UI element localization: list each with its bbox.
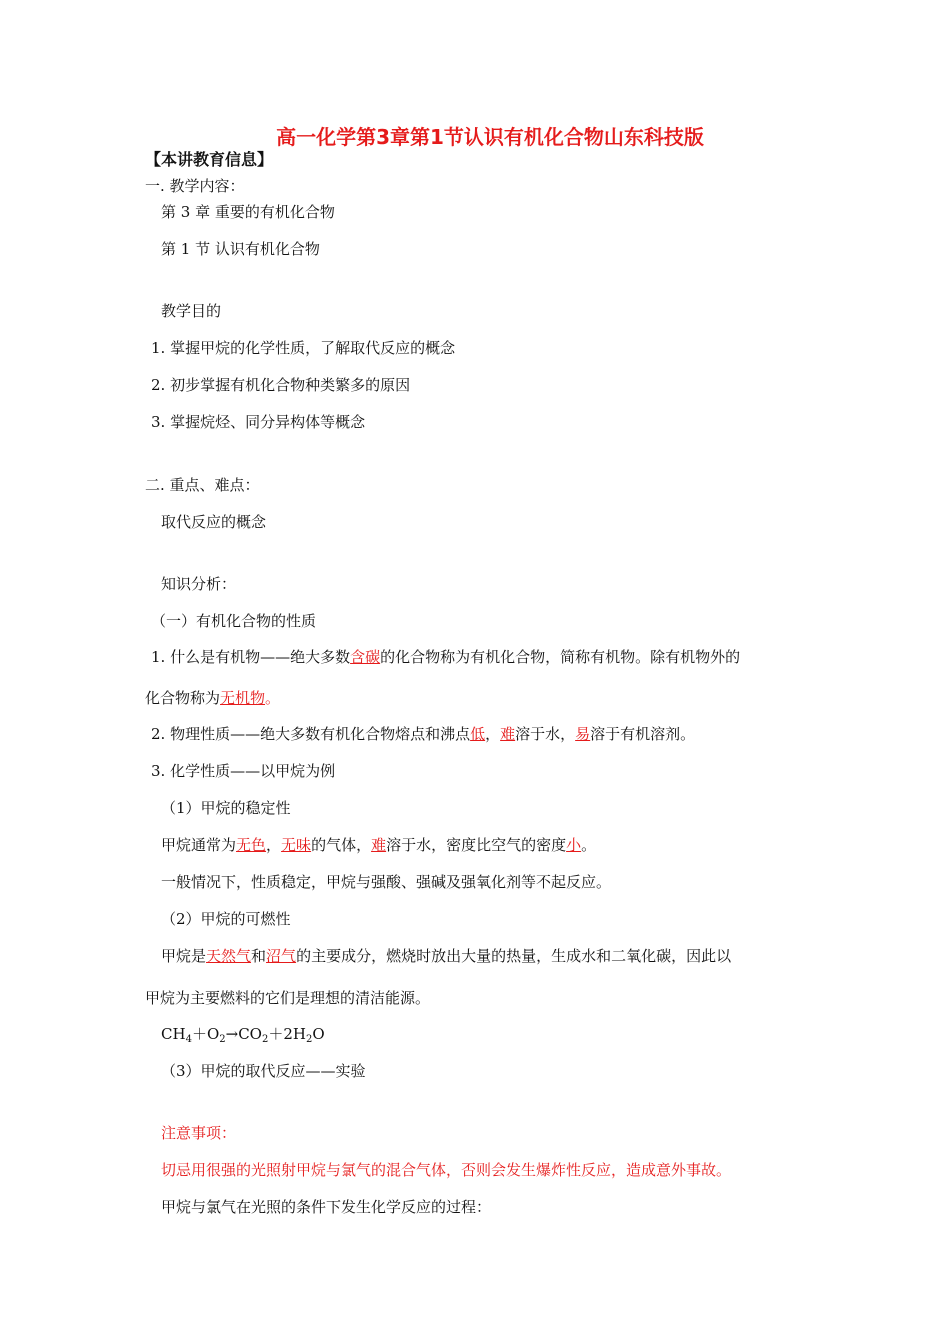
text-run: 溶于水， [515,725,576,743]
eq-part: ＋2H [268,1025,306,1043]
stability-line2: 一般情况下，性质稳定，甲烷与强酸、强碱及强氧化剂等不起反应。 [161,873,612,891]
objective-item: 1. 掌握甲烷的化学性质，了解取代反应的概念 [151,339,456,357]
text-run: 的化合物称为有机化合物，简称有机物。除有机物外的 [380,648,741,666]
text-run: 溶于有机溶剂。 [590,725,696,743]
section2-heading: 二. 重点、难点： [145,476,260,494]
analysis-subheading: （一）有机化合物的性质 [151,612,317,630]
subsection-combustion: （2）甲烷的可燃性 [161,910,291,928]
text-run: 。 [265,689,281,707]
answer-blank: 难 [371,836,387,854]
text-run: 和 [251,947,267,965]
answer-blank: 易 [575,725,591,743]
subsection-stability: （1）甲烷的稳定性 [161,799,291,817]
text-run: 。 [581,836,597,854]
answer-blank: 无色 [236,836,267,854]
objective-item: 3. 掌握烷烃、同分异构体等概念 [151,413,366,431]
note-heading: 注意事项： [161,1124,237,1142]
eq-subscript: 4 [185,1034,192,1045]
answer-blank: 沼气 [266,947,297,965]
text-run: 溶于水，密度比空气的密度 [386,836,567,854]
section-line: 第 1 节 认识有机化合物 [161,240,320,258]
eq-subscript: 2 [219,1034,226,1045]
answer-blank: 低 [470,725,486,743]
paragraph-chemical-properties: 3. 化学性质——以甲烷为例 [151,762,336,780]
note-text: 切忌用很强的光照射甲烷与氯气的混合气体，否则会发生爆炸性反应，造成意外事故。 [161,1161,732,1179]
eq-subscript: 2 [261,1034,269,1045]
section1-heading: 一. 教学内容： [145,177,245,195]
answer-blank: 无机物 [220,689,266,707]
text-run: 1. 什么是有机物——绝大多数 [151,648,351,666]
section2-content: 取代反应的概念 [161,513,267,531]
eq-part: ＋O [191,1025,220,1043]
text-run: 化合物称为 [145,689,221,707]
subsection-substitution: （3）甲烷的取代反应——实验 [161,1062,366,1080]
chapter-line: 第 3 章 重要的有机化合物 [161,203,335,221]
eq-part: CH [161,1025,186,1043]
info-heading: 【本讲教育信息】 [145,150,274,169]
combustion-line1 [161,946,731,966]
analysis-heading: 知识分析： [161,575,237,593]
combustion-line2: 甲烷为主要燃料的它们是理想的清洁能源。 [145,989,431,1007]
combustion-equation [161,1024,325,1044]
objective-item: 2. 初步掌握有机化合物种类繁多的原因 [151,376,411,394]
text-run: 2. 物理性质——绝大多数有机化合物熔点和沸点 [151,725,471,743]
eq-part: →CO [225,1025,262,1043]
page-title: 高一化学第3章第1节认识有机化合物山东科技版 [276,125,704,149]
paragraph-organic-definition-cont [145,688,280,708]
answer-blank: 天然气 [206,947,252,965]
process-line: 甲烷与氯气在光照的条件下发生化学反应的过程： [161,1198,492,1216]
paragraph-organic-definition [151,647,740,667]
objectives-heading: 教学目的 [161,302,222,320]
answer-blank: 难 [500,725,516,743]
text-run: 甲烷通常为 [161,836,237,854]
answer-blank: 小 [566,836,582,854]
eq-subscript: 2 [305,1034,313,1045]
eq-part: O [312,1025,325,1043]
text-run: ， [485,725,501,743]
paragraph-physical-properties [151,724,695,744]
text-run: ， [266,836,282,854]
text-run: 的气体， [311,836,372,854]
text-run: 甲烷是 [161,947,207,965]
stability-line1 [161,835,596,855]
answer-blank: 无味 [281,836,312,854]
answer-blank: 含碳 [350,648,381,666]
text-run: 的主要成分，燃烧时放出大量的热量，生成水和二氧化碳，因此以 [296,947,732,965]
